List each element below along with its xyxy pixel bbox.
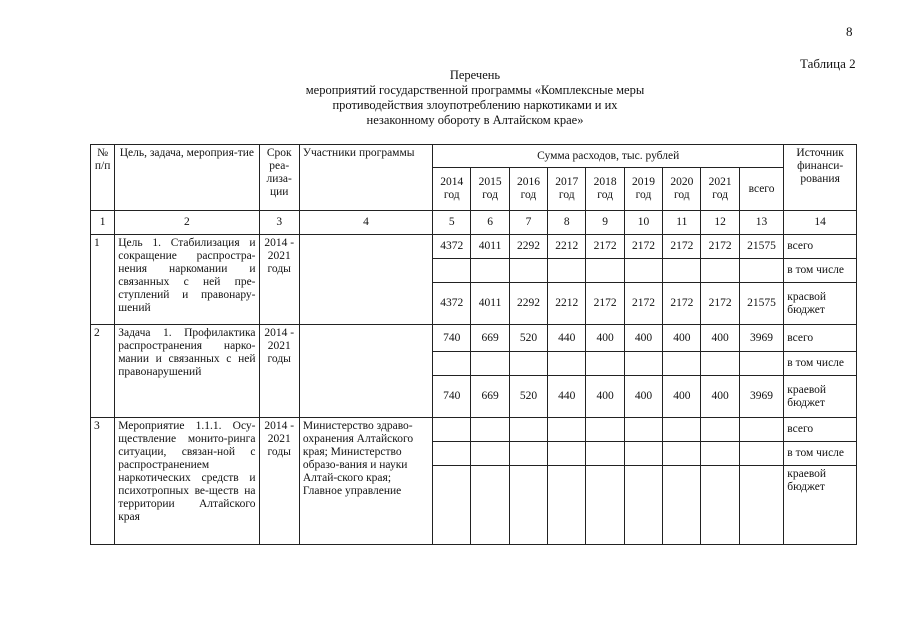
value-cell: 2172 <box>624 283 662 325</box>
value-cell <box>701 418 739 442</box>
value-cell: 2172 <box>586 235 624 259</box>
column-number: 6 <box>471 211 509 235</box>
header-participants: Участники программы <box>299 145 432 211</box>
value-cell: 740 <box>433 376 471 418</box>
value-cell <box>471 466 509 545</box>
measures-table <box>90 144 857 545</box>
value-cell: 669 <box>471 325 509 352</box>
column-number: 13 <box>739 211 783 235</box>
title-line: противодействия злоупотреблению наркотиками и их <box>332 98 618 112</box>
value-cell <box>586 259 624 283</box>
column-number: 4 <box>299 211 432 235</box>
value-cell <box>739 418 783 442</box>
value-cell <box>739 259 783 283</box>
value-cell <box>739 466 783 545</box>
title-line: незаконному обороту в Алтайском крае» <box>366 113 584 127</box>
funding-source: в том числе <box>784 352 857 376</box>
header-year: 2016 год <box>509 168 547 211</box>
column-number: 10 <box>624 211 662 235</box>
value-cell <box>663 259 701 283</box>
value-cell: 2172 <box>701 283 739 325</box>
value-cell <box>548 418 586 442</box>
value-cell <box>586 466 624 545</box>
header-year: всего <box>739 168 783 211</box>
value-cell <box>586 352 624 376</box>
value-cell <box>701 259 739 283</box>
value-cell <box>624 442 662 466</box>
value-cell: 2292 <box>509 283 547 325</box>
table-label: Таблица 2 <box>800 56 856 71</box>
value-cell: 21575 <box>739 235 783 259</box>
value-cell <box>701 352 739 376</box>
value-cell <box>509 466 547 545</box>
row-term: 2014 - 2021 годы <box>259 235 299 325</box>
value-cell <box>663 466 701 545</box>
row-name: Цель 1. Стабилизация и сокращение распростра-нения наркомании и связанных с ней пре-ступлений и правонару-шений <box>115 235 259 325</box>
value-cell: 2212 <box>548 235 586 259</box>
column-number: 2 <box>115 211 259 235</box>
value-cell: 2172 <box>701 235 739 259</box>
funding-source: краевой бюджет <box>784 376 857 418</box>
column-number: 1 <box>91 211 115 235</box>
header-sum: Сумма расходов, тыс. рублей <box>433 145 784 168</box>
value-cell: 2172 <box>624 235 662 259</box>
funding-source: в том числе <box>784 259 857 283</box>
value-cell <box>471 418 509 442</box>
title-line: мероприятий государственной программы «Комплексные меры <box>305 83 645 97</box>
funding-source: в том числе <box>784 442 857 466</box>
value-cell <box>509 352 547 376</box>
header-year: 2021 год <box>701 168 739 211</box>
header-num: № п/п <box>91 145 115 211</box>
column-number: 14 <box>784 211 857 235</box>
value-cell <box>739 442 783 466</box>
value-cell: 400 <box>663 376 701 418</box>
value-cell <box>624 352 662 376</box>
funding-source: всего <box>784 325 857 352</box>
value-cell: 21575 <box>739 283 783 325</box>
header-goal: Цель, задача, мероприя-тие <box>115 145 259 211</box>
value-cell <box>701 466 739 545</box>
value-cell <box>624 418 662 442</box>
header-year: 2014 год <box>433 168 471 211</box>
value-cell <box>471 352 509 376</box>
value-cell <box>471 442 509 466</box>
value-cell: 2292 <box>509 235 547 259</box>
value-cell: 2172 <box>663 235 701 259</box>
value-cell <box>739 352 783 376</box>
column-number: 5 <box>433 211 471 235</box>
value-cell <box>548 442 586 466</box>
header-year: 2018 год <box>586 168 624 211</box>
value-cell <box>548 259 586 283</box>
value-cell <box>509 259 547 283</box>
value-cell: 520 <box>509 325 547 352</box>
value-cell: 740 <box>433 325 471 352</box>
value-cell: 2172 <box>663 283 701 325</box>
value-cell: 400 <box>586 376 624 418</box>
value-cell: 669 <box>471 376 509 418</box>
row-participants: Министерство здраво-охранения Алтайского края; Министерство образо-вания и науки Алтай-ского края; Главное управление <box>299 418 432 545</box>
funding-source: красвой бюджет <box>784 283 857 325</box>
value-cell: 4011 <box>471 283 509 325</box>
funding-source: всего <box>784 418 857 442</box>
column-number: 9 <box>586 211 624 235</box>
value-cell <box>433 352 471 376</box>
value-cell: 440 <box>548 376 586 418</box>
table-row <box>91 325 857 352</box>
value-cell <box>433 259 471 283</box>
value-cell: 400 <box>586 325 624 352</box>
row-number: 1 <box>91 235 115 325</box>
table-row <box>91 418 857 442</box>
document-title <box>255 68 695 128</box>
value-cell: 4011 <box>471 235 509 259</box>
value-cell <box>509 442 547 466</box>
value-cell: 2172 <box>586 283 624 325</box>
value-cell <box>433 418 471 442</box>
value-cell: 400 <box>701 376 739 418</box>
title-line: Перечень <box>449 68 501 82</box>
value-cell: 400 <box>701 325 739 352</box>
table-row <box>91 235 857 259</box>
row-term: 2014 - 2021 годы <box>259 418 299 545</box>
header-term: Срок реа-лиза-ции <box>259 145 299 211</box>
value-cell <box>663 352 701 376</box>
value-cell <box>548 466 586 545</box>
funding-source: краевой бюджет <box>784 466 857 545</box>
value-cell: 4372 <box>433 283 471 325</box>
value-cell <box>433 442 471 466</box>
value-cell <box>663 442 701 466</box>
header-year: 2020 год <box>663 168 701 211</box>
row-name: Мероприятие 1.1.1. Осу-ществление монито-ринга ситуации, связан-ной с распространением наркотических средств и психотропных ве-ществ на территории Алтайского края <box>115 418 259 545</box>
row-name: Задача 1. Профилактика распространения нарко-мании и связанных с ней правонарушений <box>115 325 259 418</box>
value-cell <box>509 418 547 442</box>
column-number: 12 <box>701 211 739 235</box>
row-participants <box>299 235 432 325</box>
header-year: 2015 год <box>471 168 509 211</box>
column-number: 8 <box>548 211 586 235</box>
column-number: 3 <box>259 211 299 235</box>
header-year: 2019 год <box>624 168 662 211</box>
value-cell <box>624 466 662 545</box>
value-cell: 400 <box>663 325 701 352</box>
value-cell <box>586 418 624 442</box>
funding-source: всего <box>784 235 857 259</box>
value-cell: 3969 <box>739 325 783 352</box>
page-number: 8 <box>846 24 853 39</box>
value-cell <box>663 418 701 442</box>
value-cell <box>701 442 739 466</box>
column-number: 11 <box>663 211 701 235</box>
row-number: 3 <box>91 418 115 545</box>
value-cell: 520 <box>509 376 547 418</box>
value-cell: 2212 <box>548 283 586 325</box>
header-source: Источник финанси-рования <box>784 145 857 211</box>
value-cell <box>586 442 624 466</box>
row-term: 2014 - 2021 годы <box>259 325 299 418</box>
header-year: 2017 год <box>548 168 586 211</box>
row-participants <box>299 325 432 418</box>
value-cell <box>471 259 509 283</box>
row-number: 2 <box>91 325 115 418</box>
column-number: 7 <box>509 211 547 235</box>
value-cell <box>548 352 586 376</box>
value-cell: 400 <box>624 325 662 352</box>
value-cell: 400 <box>624 376 662 418</box>
value-cell: 4372 <box>433 235 471 259</box>
value-cell <box>624 259 662 283</box>
value-cell: 3969 <box>739 376 783 418</box>
value-cell <box>433 466 471 545</box>
value-cell: 440 <box>548 325 586 352</box>
